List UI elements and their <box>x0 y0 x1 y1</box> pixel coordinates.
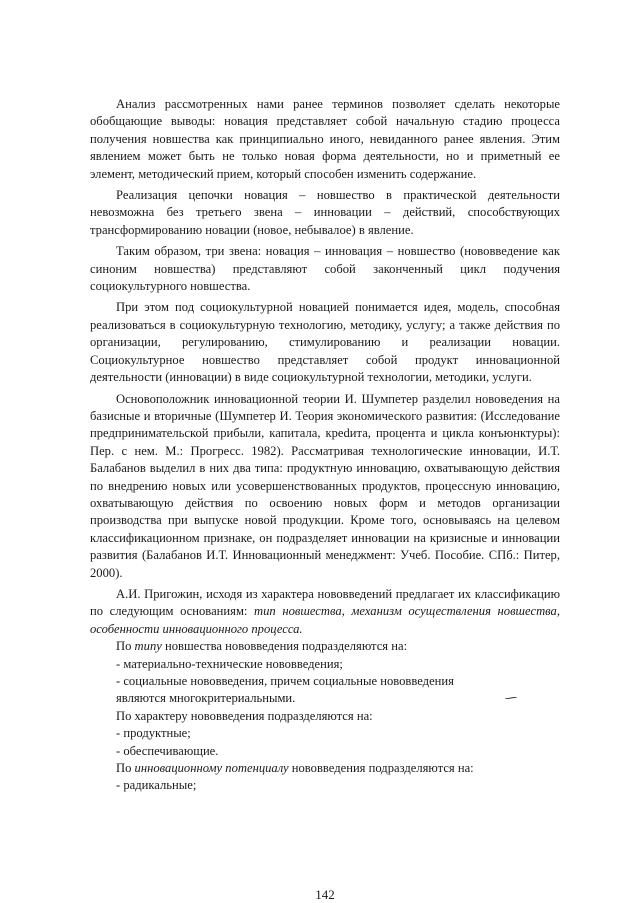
page-number: 142 <box>315 887 335 902</box>
list-item-multicriteria: являются многокритериальными. <box>116 691 296 706</box>
by-potential-suffix: нововведения подразделяются на: <box>288 761 474 776</box>
paragraph-analysis: Анализ рассмотренных нами ранее терминов позволяет сделать некоторые обобщающие выводы: новация представляет собой начальную стадию процесса получения новшества как принципиально иного, невиданного ранее явления. Этим явлением может быть не только новая форма деятельности, но и приметный ее элемент, методический прием, который способен изменить содержание. <box>90 97 560 181</box>
paragraph-three-links: Таким образом, три звена: новация – инновация – новшество (нововведение как синоним новшества) представляют собой законченный цикл подучения социокультурного новшества. <box>90 244 560 294</box>
pencil-mark <box>505 697 517 699</box>
by-type-suffix: новшества нововведения подразделяются на: <box>161 639 408 654</box>
document-page <box>90 96 560 902</box>
list-item-social: - социальные нововведения, причем социальные нововведения <box>116 674 454 688</box>
list-item-product: - продуктные; <box>116 726 191 741</box>
paragraph-prigozhin <box>90 586 560 638</box>
paragraph-chain: Реализация цепочки новация – новшество в практической деятельности невозможна без третьего звена – инновации – действий, способствующих трансформированию новации (новое, небывалое) в явление. <box>90 188 560 237</box>
paragraph-schumpeter: Основоположник инновационной теории И. Шумпетер разделил нововедения на базисные и вторичные (Шумпетер И. Теория экономического развития: (Исследование предпринимательской прибыли, капитала, креdита, процента и цикла конъюнктуры): Пер. с нем. М.: Прогресс. 1982). Рассматривая технологические инновации, И.Т. Балабанов выделил в них два типа: продуктную инновацию, охватывающую действия по внедрению новых или усовершенствованных продуктов, процессную инновацию, охватывающую действия по освоению новых форм и методов организации производства при выпуске новой продукции. Кроме того, основываясь на целевом классификационном признаке, он подразделяет инновации на кризисные и инновации развития (Балабанов И.Т. Инновационный менеджмент: Учеб. Пособие. СПб.: Питер, 2000). <box>90 391 560 580</box>
prigozhin-italic-bases: тип новшества, механизм осуществления новшества, особенности инновационного процесса. <box>90 604 560 636</box>
heading-by-character: По характеру нововведения подразделяются на: <box>116 708 373 723</box>
prigozhin-text: А.И. Пригожин, исходя из характера нововведений предлагает их классификацию по следующим основаниям: <box>90 586 560 619</box>
by-type-italic: типу <box>134 639 162 654</box>
list-item-radical: - радикальные; <box>116 778 197 793</box>
heading-by-type <box>90 638 560 655</box>
paragraph-sociocultural: При этом под социокультурной новацией понимается идея, модель, способная реализоваться в социокультурную технологию, методику, услугу; а также действия по организации, регулированию, стимулированию и реализации новации. Социокультурное новшество представляет собой продукт инновационной деятельности (инновации) в виде социокультурной технологии, методики, услуги. <box>90 300 560 385</box>
list-item-material-technical: - материально-технические нововведения; <box>116 656 343 671</box>
heading-by-potential <box>90 760 560 777</box>
by-potential-italic: инновационному потенциалу <box>134 761 289 776</box>
by-potential-prefix: По <box>116 761 135 776</box>
by-type-prefix: По <box>116 639 135 654</box>
list-item-supporting: - обеспечивающие. <box>116 743 219 758</box>
